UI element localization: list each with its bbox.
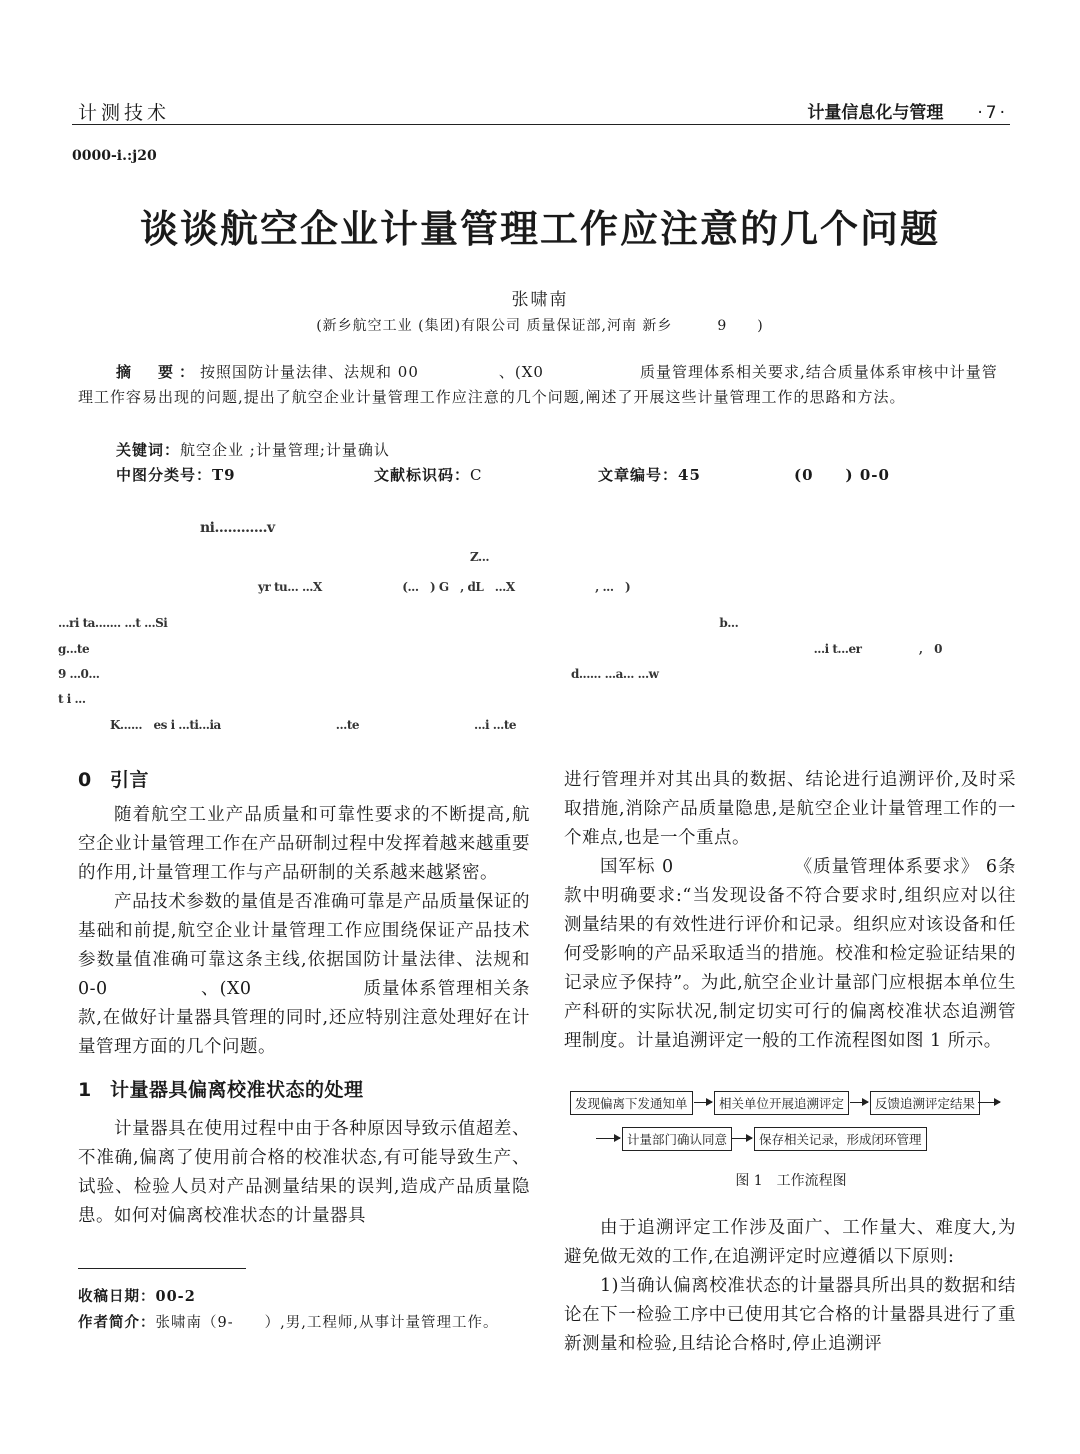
abstract-label: 摘 要： — [116, 363, 201, 381]
section-name: 计量信息化与管理 — [807, 103, 944, 123]
flow-box-feedback: 反馈追溯评定结果 — [870, 1091, 980, 1115]
clc-value: T9 — [212, 466, 236, 484]
keywords-text: 航空企业 ;计量管理;计量确认 — [180, 441, 390, 459]
bio-label: 作者简介： — [78, 1315, 156, 1331]
bio-text: 张啸南（9- ）,男,工程师,从事计量管理工作。 — [155, 1315, 499, 1331]
footnote-rule — [78, 1268, 246, 1269]
section-title: 计量器具偏离校准状态的处理 — [110, 1079, 364, 1101]
abstract-text: 按照国防计量法律、法规和 00 、(X0 质量管理体系相关要求,结合质量体系审核中计量管理工作容易出现的问题,提出了航空企业计量管理工作应注意的几个问题,阐述了开展这些计量管理工作的思路和方法。 — [78, 363, 998, 406]
section-heading — [78, 766, 530, 795]
right-column — [564, 766, 1016, 1056]
section-header — [807, 98, 1008, 123]
english-abstract-line: t i ... — [58, 692, 86, 706]
english-abstract-line: 9 ...0... d...... ...a... ...w — [58, 667, 659, 681]
flow-arrow — [732, 1138, 752, 1139]
english-affiliation: yr tu... ...X (... ) G , dL ...X , ... ) — [258, 580, 631, 594]
paragraph: 1)当确认偏离校准状态的计量器具所出具的数据和结论在下一检验工序中已使用其它合格的计量器具进行了重新测量和检验,且结论合格时,停止追溯评 — [564, 1276, 1016, 1354]
header-rule — [72, 124, 1010, 125]
abstract — [78, 360, 1008, 410]
received-value: 00-2 — [155, 1288, 196, 1305]
paragraph: 产品技术参数的量值是否准确可靠是产品质量保证的基础和前提,航空企业计量管理工作应围绕保证产品技术参数量值准确可靠这条主线,依据国防计量法律、法规和 0-0 、(X0 质量体系管理相关条款,在做好计量器具管理的同时,还应特别注意处理好在计量管理方面的几个问题。 — [78, 892, 530, 1057]
article-issue: (0 ) 0-0 — [794, 466, 890, 484]
english-abstract-line: g...te ...i t...er , 0 — [58, 642, 942, 656]
left-column — [78, 766, 530, 1231]
flow-box-archive: 保存相关记录，形成闭环管理 — [754, 1127, 927, 1151]
keywords-label: 关键词： — [116, 441, 181, 459]
doc-code-value: C — [470, 466, 483, 484]
flow-arrow — [596, 1138, 620, 1139]
classification-line — [116, 463, 1016, 488]
doc-code-label: 文献标识码： — [374, 466, 471, 484]
paragraph: 随着航空工业产品质量和可靠性要求的不断提高,航空企业计量管理工作在产品研制过程中发挥着越来越重要的作用,计量管理工作与产品研制的关系越来越紧密。 — [78, 805, 530, 883]
flow-arrow — [850, 1102, 868, 1103]
section-heading — [78, 1076, 530, 1105]
flow-arrow — [978, 1102, 1000, 1103]
article-title: 谈谈航空企业计量管理工作应注意的几个问题 — [139, 207, 940, 251]
flow-box-notify: 发现偏离下发通知单 — [570, 1091, 693, 1115]
affiliation: (新乡航空工业 (集团)有限公司 质量保证部,河南 新乡 9 ) — [316, 318, 764, 334]
right-column-continued — [564, 1214, 1016, 1359]
section-number: 1 — [78, 1079, 92, 1101]
workflow-diagram — [566, 1088, 1016, 1156]
clc-label: 中图分类号： — [116, 466, 213, 484]
keywords — [116, 438, 390, 463]
flow-box-confirm: 计量部门确认同意 — [622, 1127, 732, 1151]
journal-name: 计测技术 — [78, 102, 171, 124]
author-bio — [78, 1310, 518, 1336]
english-abstract-line: ...ri ta....... ...t ...Si b... — [58, 616, 739, 630]
english-title: ni............v — [200, 520, 275, 536]
page-number: ·7· — [977, 103, 1008, 123]
figure-caption: 图 1 工作流程图 — [735, 1173, 847, 1189]
author: 张啸南 — [511, 290, 569, 310]
paragraph: 计量器具在使用过程中由于各种原因导致示值超差、不准确,偏离了使用前合格的校准状态,有可能导致生产、试验、检验人员对产品测量结果的误判,造成产品质量隐患。如何对偏离校准状态的计量器具 — [78, 1119, 530, 1226]
article-no-value: 45 — [678, 466, 701, 484]
received-label: 收稿日期： — [78, 1289, 156, 1305]
doi: 0000-i.:j20 — [72, 148, 157, 164]
received-date — [78, 1284, 518, 1310]
article-no-label: 文章编号： — [598, 466, 679, 484]
footnote — [78, 1284, 518, 1336]
flow-box-evaluate: 相关单位开展追溯评定 — [714, 1091, 849, 1115]
english-author: Z... — [470, 550, 490, 564]
paragraph: 由于追溯评定工作涉及面广、工作量大、难度大,为避免做无效的工作,在追溯评定时应遵循以下原则: — [564, 1218, 1016, 1267]
section-number: 0 — [78, 769, 92, 791]
flow-arrow — [694, 1102, 712, 1103]
section-title: 引言 — [110, 769, 150, 791]
paragraph: 国军标 0 《质量管理体系要求》 6条款中明确要求:“当发现设备不符合要求时,组织应对以往测量结果的有效性进行评价和记录。组织应对该设备和任何受影响的产品采取适当的措施。校准和检定验证结果的记录应予保持”。为此,航空企业计量部门应根据本单位生产科研的实际状况,制定切实可行的偏离校准状态追溯管理制度。计量追溯评定一般的工作流程图如图 1 所示。 — [564, 857, 1016, 1051]
paragraph: 进行管理并对其出具的数据、结论进行追溯评价,及时采取措施,消除产品质量隐患,是航空企业计量管理工作的一个难点,也是一个重点。 — [564, 770, 1016, 848]
english-keywords: K...... es i ...ti...ia ...te ...i ...te — [110, 718, 516, 732]
